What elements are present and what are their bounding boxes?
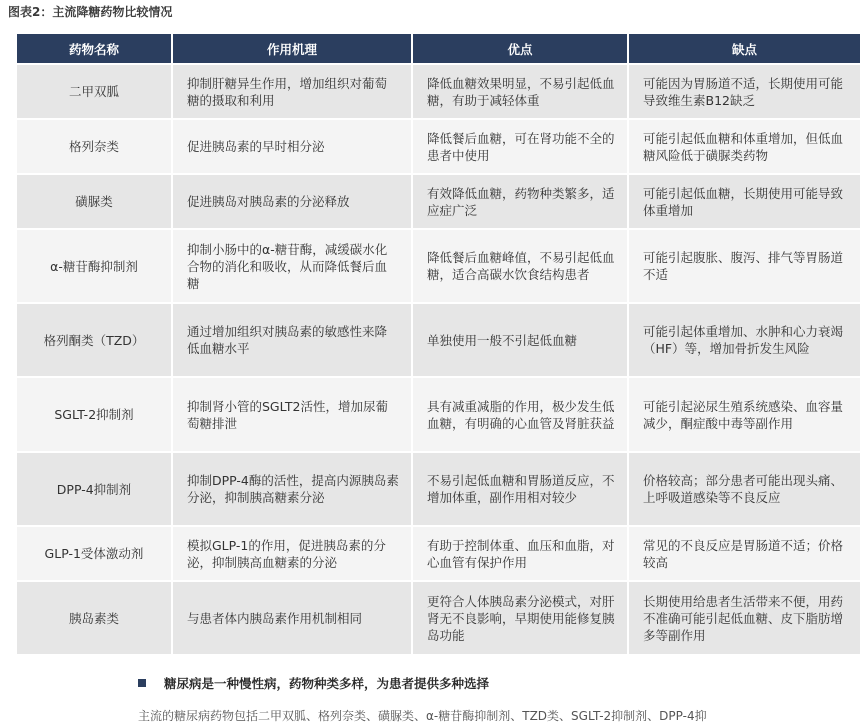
body-paragraph: 主流的糖尿病药物包括二甲双胍、格列奈类、磺脲类、α-糖苷酶抑制剂、TZD类、SGLT-2抑制剂、DPP-4抑 [138, 709, 707, 723]
figure-title: 图表2：主流降糖药物比较情况 [8, 5, 173, 19]
section-bullet-heading [138, 674, 489, 692]
mechanism-cell: 促进胰岛素的早时相分泌 [173, 118, 413, 173]
cons-cell: 可能引起低血糖，长期使用可能导致体重增加 [629, 173, 860, 228]
table-row [17, 451, 860, 525]
pros-cell: 单独使用一般不引起低血糖 [413, 302, 629, 376]
table-row [17, 376, 860, 451]
drug-name-cell: 格列奈类 [17, 118, 173, 173]
cons-cell: 常见的不良反应是胃肠道不适；价格较高 [629, 525, 860, 580]
cons-cell: 可能因为胃肠道不适，长期使用可能导致维生素B12缺乏 [629, 63, 860, 118]
mechanism-cell: 促进胰岛对胰岛素的分泌释放 [173, 173, 413, 228]
drug-name-cell: 格列酮类（TZD） [17, 302, 173, 376]
pros-cell: 不易引起低血糖和胃肠道反应，不增加体重，副作用相对较少 [413, 451, 629, 525]
drug-name-cell: 二甲双胍 [17, 63, 173, 118]
header-pros: 优点 [413, 34, 629, 63]
cons-cell: 可能引起腹胀、腹泻、排气等胃肠道不适 [629, 228, 860, 302]
mechanism-cell: 抑制肝糖异生作用，增加组织对葡萄糖的摄取和利用 [173, 63, 413, 118]
drug-name-cell: SGLT-2抑制剂 [17, 376, 173, 451]
pros-cell: 具有减重减脂的作用，极少发生低血糖，有明确的心血管及肾脏获益 [413, 376, 629, 451]
mechanism-cell: 模拟GLP-1的作用，促进胰岛素的分泌，抑制胰高血糖素的分泌 [173, 525, 413, 580]
mechanism-cell: 与患者体内胰岛素作用机制相同 [173, 580, 413, 654]
bullet-heading-text: 糖尿病是一种慢性病，药物种类多样，为患者提供多种选择 [164, 676, 490, 691]
pros-cell: 更符合人体胰岛素分泌模式，对肝肾无不良影响，早期使用能修复胰岛功能 [413, 580, 629, 654]
table-header-row [17, 34, 860, 63]
pros-cell: 降低餐后血糖峰值，不易引起低血糖，适合高碳水饮食结构患者 [413, 228, 629, 302]
cons-cell: 价格较高；部分患者可能出现头痛、上呼吸道感染等不良反应 [629, 451, 860, 525]
pros-cell: 有助于控制体重、血压和血脂，对心血管有保护作用 [413, 525, 629, 580]
table-row [17, 228, 860, 302]
mechanism-cell: 抑制小肠中的α-糖苷酶，减缓碳水化合物的消化和吸收，从而降低餐后血糖 [173, 228, 413, 302]
mechanism-cell: 抑制DPP-4酶的活性，提高内源胰岛素分泌，抑制胰高糖素分泌 [173, 451, 413, 525]
header-drug-name: 药物名称 [17, 34, 173, 63]
square-bullet-icon [138, 679, 146, 687]
mechanism-cell: 通过增加组织对胰岛素的敏感性来降低血糖水平 [173, 302, 413, 376]
table-row [17, 302, 860, 376]
cons-cell: 可能引起低血糖和体重增加，但低血糖风险低于磺脲类药物 [629, 118, 860, 173]
table-row [17, 118, 860, 173]
cons-cell: 可能引起体重增加、水肿和心力衰竭（HF）等，增加骨折发生风险 [629, 302, 860, 376]
drug-name-cell: α-糖苷酶抑制剂 [17, 228, 173, 302]
table-row [17, 63, 860, 118]
header-cons: 缺点 [629, 34, 860, 63]
cons-cell: 可能引起泌尿生殖系统感染、血容量减少，酮症酸中毒等副作用 [629, 376, 860, 451]
drug-name-cell: 胰岛素类 [17, 580, 173, 654]
table-row [17, 580, 860, 654]
table-row [17, 173, 860, 228]
pros-cell: 有效降低血糖，药物种类繁多，适应症广泛 [413, 173, 629, 228]
mechanism-cell: 抑制肾小管的SGLT2活性，增加尿葡萄糖排泄 [173, 376, 413, 451]
drug-name-cell: 磺脲类 [17, 173, 173, 228]
pros-cell: 降低餐后血糖，可在肾功能不全的患者中使用 [413, 118, 629, 173]
header-mechanism: 作用机理 [173, 34, 413, 63]
cons-cell: 长期使用给患者生活带来不便，用药不准确可能引起低血糖、皮下脂肪增多等副作用 [629, 580, 860, 654]
drug-name-cell: DPP-4抑制剂 [17, 451, 173, 525]
pros-cell: 降低血糖效果明显，不易引起低血糖，有助于减轻体重 [413, 63, 629, 118]
drug-name-cell: GLP-1受体激动剂 [17, 525, 173, 580]
drug-comparison-table [17, 34, 860, 654]
table-row [17, 525, 860, 580]
